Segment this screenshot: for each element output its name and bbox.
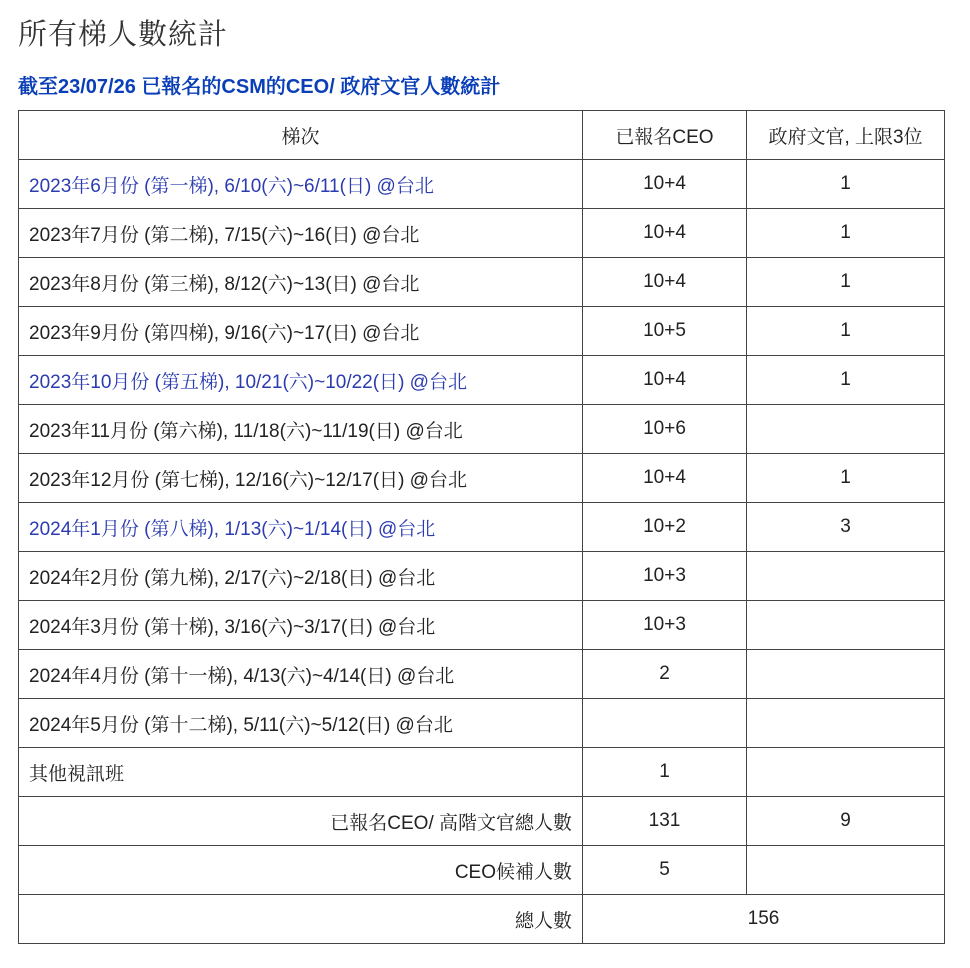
table-row xyxy=(19,160,945,209)
summary-total-label: 總人數 xyxy=(19,895,583,944)
subtitle: 截至23/07/26 已報名的CSM的CEO/ 政府文官人數統計 xyxy=(18,76,501,98)
table-row xyxy=(19,650,945,699)
summary-waitlist-ceo: 5 xyxy=(583,846,747,895)
government-official-cell xyxy=(747,552,945,601)
registered-ceo-cell: 10+4 xyxy=(583,454,747,503)
table-row xyxy=(19,356,945,405)
government-official-cell: 1 xyxy=(747,258,945,307)
government-official-cell xyxy=(747,405,945,454)
table-body xyxy=(19,160,945,797)
header-registered-ceo: 已報名CEO xyxy=(583,111,747,160)
government-official-cell: 1 xyxy=(747,356,945,405)
batch-cell: 2024年3月份 (第十梯), 3/16(六)~3/17(日) @台北 xyxy=(19,601,583,650)
batch-cell: 其他視訊班 xyxy=(19,748,583,797)
summary-total-row xyxy=(19,895,945,944)
government-official-cell xyxy=(747,748,945,797)
batch-cell: 2024年2月份 (第九梯), 2/17(六)~2/18(日) @台北 xyxy=(19,552,583,601)
summary-registered-row xyxy=(19,797,945,846)
table-row xyxy=(19,307,945,356)
registered-ceo-cell: 10+3 xyxy=(583,601,747,650)
table-row xyxy=(19,405,945,454)
batch-cell: 2024年4月份 (第十一梯), 4/13(六)~4/14(日) @台北 xyxy=(19,650,583,699)
summary-waitlist-official xyxy=(747,846,945,895)
registered-ceo-cell: 1 xyxy=(583,748,747,797)
registered-ceo-cell: 10+4 xyxy=(583,258,747,307)
table-row xyxy=(19,552,945,601)
batch-cell: 2024年5月份 (第十二梯), 5/11(六)~5/12(日) @台北 xyxy=(19,699,583,748)
government-official-cell xyxy=(747,601,945,650)
registered-ceo-cell: 10+4 xyxy=(583,356,747,405)
batch-link[interactable]: 2023年10月份 (第五梯), 10/21(六)~10/22(日) @台北 xyxy=(19,356,583,405)
batch-cell: 2023年11月份 (第六梯), 11/18(六)~11/19(日) @台北 xyxy=(19,405,583,454)
registered-ceo-cell: 10+5 xyxy=(583,307,747,356)
summary-total-value: 156 xyxy=(583,895,945,944)
batch-link[interactable]: 2023年6月份 (第一梯), 6/10(六)~6/11(日) @台北 xyxy=(19,160,583,209)
summary-registered-ceo: 131 xyxy=(583,797,747,846)
table-row xyxy=(19,209,945,258)
registered-ceo-cell: 10+2 xyxy=(583,503,747,552)
government-official-cell: 3 xyxy=(747,503,945,552)
government-official-cell xyxy=(747,699,945,748)
table-row xyxy=(19,601,945,650)
table-row xyxy=(19,699,945,748)
government-official-cell: 1 xyxy=(747,209,945,258)
batch-cell: 2023年12月份 (第七梯), 12/16(六)~12/17(日) @台北 xyxy=(19,454,583,503)
batch-cell: 2023年8月份 (第三梯), 8/12(六)~13(日) @台北 xyxy=(19,258,583,307)
government-official-cell: 1 xyxy=(747,454,945,503)
header-batch: 梯次 xyxy=(19,111,583,160)
summary-waitlist-label: CEO候補人數 xyxy=(19,846,583,895)
registered-ceo-cell: 10+3 xyxy=(583,552,747,601)
registered-ceo-cell: 10+6 xyxy=(583,405,747,454)
table-row xyxy=(19,748,945,797)
stats-table xyxy=(18,110,945,944)
header-government-official: 政府文官, 上限3位 xyxy=(747,111,945,160)
summary-registered-label: 已報名CEO/ 高階文官總人數 xyxy=(19,797,583,846)
summary-waitlist-row xyxy=(19,846,945,895)
table-row xyxy=(19,503,945,552)
registered-ceo-cell: 10+4 xyxy=(583,209,747,258)
registered-ceo-cell: 2 xyxy=(583,650,747,699)
table-header-row xyxy=(19,111,945,160)
table-row xyxy=(19,258,945,307)
page-title: 所有梯人數統計 xyxy=(18,19,229,51)
government-official-cell: 1 xyxy=(747,160,945,209)
table-row xyxy=(19,454,945,503)
batch-link[interactable]: 2024年1月份 (第八梯), 1/13(六)~1/14(日) @台北 xyxy=(19,503,583,552)
registered-ceo-cell: 10+4 xyxy=(583,160,747,209)
government-official-cell xyxy=(747,650,945,699)
registered-ceo-cell xyxy=(583,699,747,748)
batch-cell: 2023年9月份 (第四梯), 9/16(六)~17(日) @台北 xyxy=(19,307,583,356)
government-official-cell: 1 xyxy=(747,307,945,356)
summary-registered-official: 9 xyxy=(747,797,945,846)
batch-cell: 2023年7月份 (第二梯), 7/15(六)~16(日) @台北 xyxy=(19,209,583,258)
